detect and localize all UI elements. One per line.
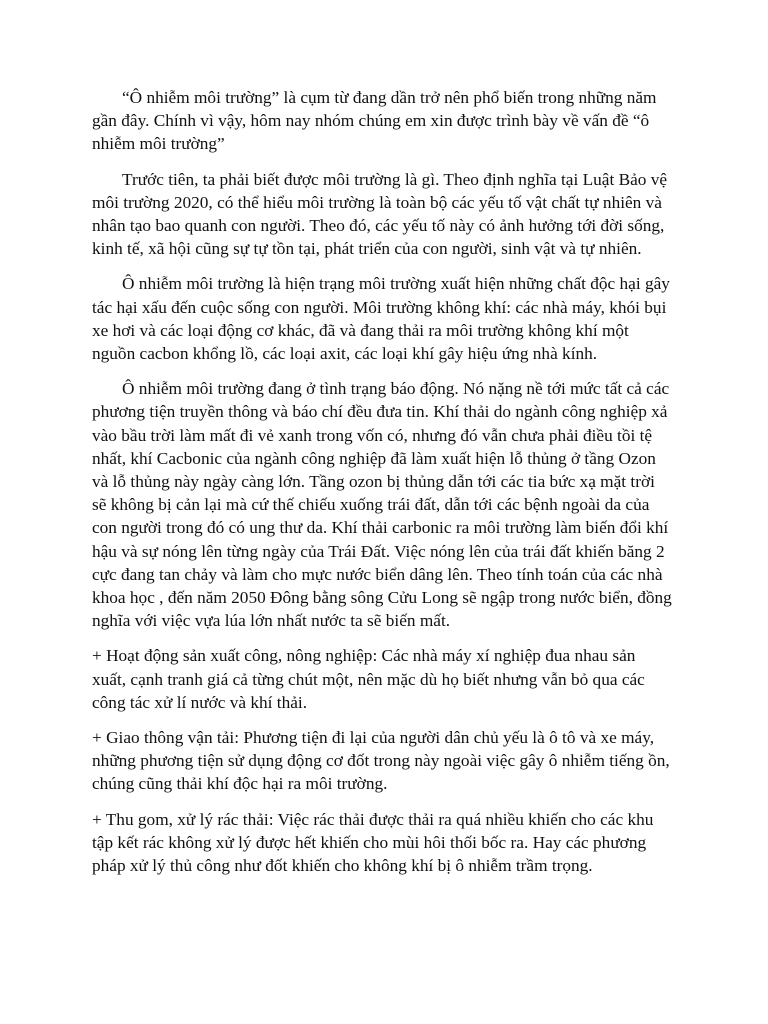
intro-paragraph: “Ô nhiễm môi trường” là cụm từ đang dần trở nên phổ biến trong những năm gần đây. Chính vì vậy, hôm nay nhóm chúng em xin được trình bày về vấn đề “ô nhiễm môi trường” xyxy=(92,88,657,154)
cause-item-industry: + Hoạt động sản xuất công, nông nghiệp: Các nhà máy xí nghiệp đua nhau sản xuất, cạnh tranh giá cả từng chút một, nên mặc dù họ biết nhưng vẫn bỏ qua các công tác xử lí nước và khí thải. xyxy=(92,646,645,712)
cause-item-transport: + Giao thông vận tải: Phương tiện đi lại của người dân chủ yếu là ô tô và xe máy, những phương tiện sử dụng động cơ đốt trong này ngoài việc gây ô nhiễm tiếng ồn, chúng cũng thải khí độc hại ra môi trường. xyxy=(92,728,670,794)
pollution-alarm-paragraph: Ô nhiễm môi trường đang ở tình trạng báo động. Nó nặng nề tới mức tất cả các phương tiện truyền thông và báo chí đều đưa tin. Khí thải do ngành công nghiệp xả vào bầu trời làm mất đi vẻ xanh trong vốn có, nhưng đó vẫn chưa phải điều tồi tệ nhất, khí Cacbonic của ngành công nghiệp đã làm xuất hiện lỗ thủng ở tầng Ozon và lỗ thủng này ngày càng lớn. Tầng ozon bị thủng dẫn tới các tia bức xạ mặt trời sẽ không bị cản lại mà cứ thế chiếu xuống trái đất, dẫn tới các bệnh ngoài da của con người trong đó có ung thư da. Khí thải carbonic ra môi trường làm biến đổi khí hậu và sự nóng lên từng ngày của Trái Đất. Việc nóng lên của trái đất khiến băng 2 cực đang tan chảy và làm cho mực nước biển dâng lên. Theo tính toán của các nhà khoa học , đến năm 2050 Đông bằng sông Cửu Long sẽ ngập trong nước biển, đồng nghĩa với việc vựa lúa lớn nhất nước ta sẽ biến mất. xyxy=(92,379,672,631)
definition-paragraph: Trước tiên, ta phải biết được môi trường là gì. Theo định nghĩa tại Luật Bảo vệ môi trường 2020, có thể hiểu môi trường là toàn bộ các yếu tố vật chất tự nhiên và nhân tạo bao quanh con người. Theo đó, các yếu tố này có ảnh hưởng tới đời sống, kinh tế, xã hội cũng sự tự tồn tại, phát triển của con người, sinh vật và tự nhiên. xyxy=(92,169,668,259)
pollution-definition-paragraph: Ô nhiễm môi trường là hiện trạng môi trường xuất hiện những chất độc hại gây tác hại xấu đến cuộc sống con người. Môi trường không khí: các nhà máy, khói bụi xe hơi và các loại động cơ khác, đã và đang thải ra môi trường không khí một nguồn cacbon khổng lồ, các loại axit, các loại khí gây hiệu ứng nhà kính. xyxy=(92,274,670,364)
cause-item-waste: + Thu gom, xử lý rác thải: Việc rác thải được thải ra quá nhiều khiến cho các khu tập kết rác không xử lý được hết khiến cho mùi hôi thối bốc ra. Hay các phương pháp xử lý thủ công như đốt khiến cho không khí bị ô nhiễm trầm trọng. xyxy=(92,809,654,876)
